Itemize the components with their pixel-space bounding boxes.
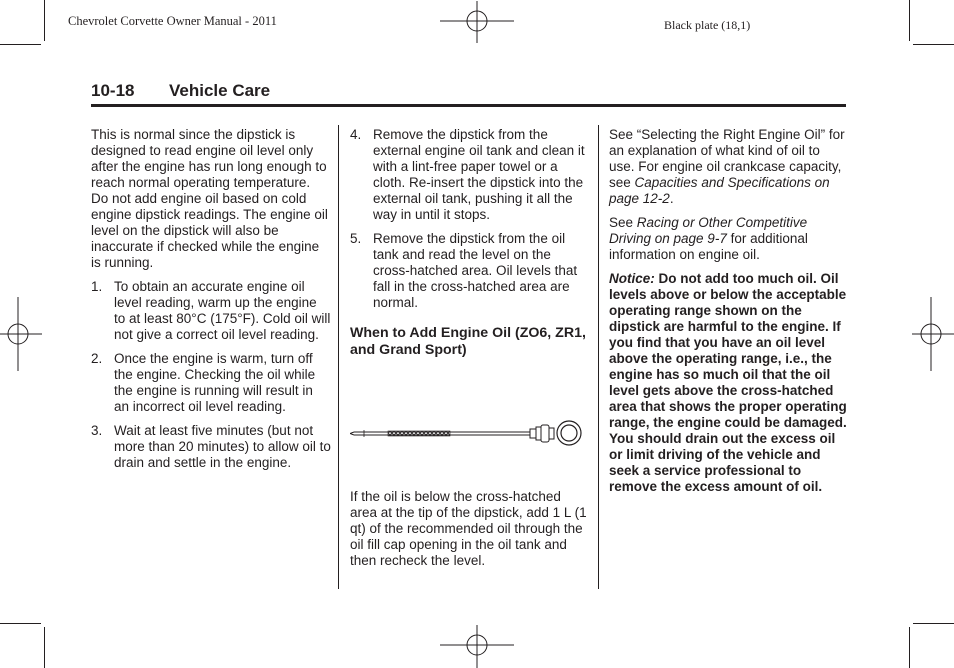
registration-mark-bottom <box>440 625 514 668</box>
crop-mark <box>913 44 954 45</box>
step-text: Wait at least five minutes (but not more than 20 minutes) to allow oil to drain and settle in the engine. <box>114 423 331 470</box>
step-number: 5. <box>350 231 362 246</box>
list-item <box>350 127 590 223</box>
notice-label: Notice: <box>609 271 655 286</box>
registration-mark-left <box>0 297 42 371</box>
text-run: See <box>609 215 637 230</box>
intro-paragraph: This is normal since the dipstick is designed to read engine oil level only after the engine has run long enough to reach normal operating temperature. Do not add engine oil based on cold engine dipstick readings. The engine oil level on the dipstick will also be inaccurate if checked while the engine is running. <box>91 127 328 270</box>
registration-mark-right <box>912 297 954 371</box>
column-3 <box>609 127 847 503</box>
notice-text: Do not add too much oil. Oil levels above or below the acceptable operating range shown on the dipstick are harmful to the engine. If you find that you have an oil level above the operating range, i.e., the engine has so much oil that the oil level gets above the cross-hatched area that shows the proper operating range, the engine could be damaged. You should drain out the excess oil or limit driving of the vehicle and seek a service professional to remove the excess amount of oil. <box>609 271 847 494</box>
add-oil-paragraph: If the oil is below the cross-hatched area at the tip of the dipstick, add 1 L (1 qt) of the recommended oil through the oil fill cap opening in the oil tank and then recheck the level. <box>350 489 587 568</box>
column-divider <box>598 125 599 589</box>
text-run: . <box>669 191 674 206</box>
step-text: Once the engine is warm, turn off the engine. Checking the oil while the engine is running will result in an incorrect oil level reading. <box>114 351 316 414</box>
crop-mark <box>0 623 41 624</box>
plate-label: Black plate (18,1) <box>664 18 751 32</box>
notice-paragraph <box>609 271 847 495</box>
crop-mark <box>44 0 45 41</box>
crop-mark <box>909 0 910 41</box>
paragraph <box>609 127 847 207</box>
step-text: Remove the dipstick from the external engine oil tank and clean it with a lint-free paper towel or a cloth. Re-insert the dipstick into the external oil tank, pushing it all the way in until it stops. <box>373 127 585 222</box>
crop-mark <box>0 44 41 45</box>
column-1 <box>91 127 331 479</box>
list-item <box>91 423 331 471</box>
step-text: To obtain an accurate engine oil level reading, warm up the engine to at least 80°C (175°F). Cold oil will not give a correct oil level reading. <box>114 279 331 342</box>
text-run: See “Selecting the Right Engine Oil” for an explanation of what kind of oil to use. For engine oil crankcase capacity, see <box>609 127 845 190</box>
column-2 <box>350 127 590 577</box>
step-number: 1. <box>91 279 103 294</box>
subheading: When to Add Engine Oil (ZO6, ZR1, and Grand Sport) <box>350 325 586 358</box>
step-number: 3. <box>91 423 103 438</box>
column-divider <box>338 125 339 589</box>
crop-mark <box>909 627 910 668</box>
step-number: 4. <box>350 127 362 142</box>
step-text: Remove the dipstick from the oil tank and read the level on the cross-hatched area. Oil levels that fall in the cross-hatched area are normal. <box>373 231 578 310</box>
paragraph <box>609 215 847 263</box>
step-number: 2. <box>91 351 103 366</box>
crop-mark <box>44 627 45 668</box>
list-item <box>91 279 331 343</box>
dipstick-illustration <box>350 415 586 449</box>
cross-reference: Racing or Other Competitive Driving on page 9-7 <box>609 215 808 246</box>
document-title-header: Chevrolet Corvette Owner Manual - 2011 <box>68 14 277 28</box>
page-heading <box>91 80 846 107</box>
section-title: Vehicle Care <box>169 81 271 100</box>
text-run: for additional information on engine oil. <box>609 231 808 262</box>
list-item <box>350 231 590 311</box>
page-number: 10-18 <box>91 81 135 100</box>
cross-reference: Capacities and Specifications on page 12-2 <box>609 175 830 206</box>
crop-mark <box>913 623 954 624</box>
registration-mark-top <box>440 1 514 43</box>
list-item <box>91 351 331 415</box>
